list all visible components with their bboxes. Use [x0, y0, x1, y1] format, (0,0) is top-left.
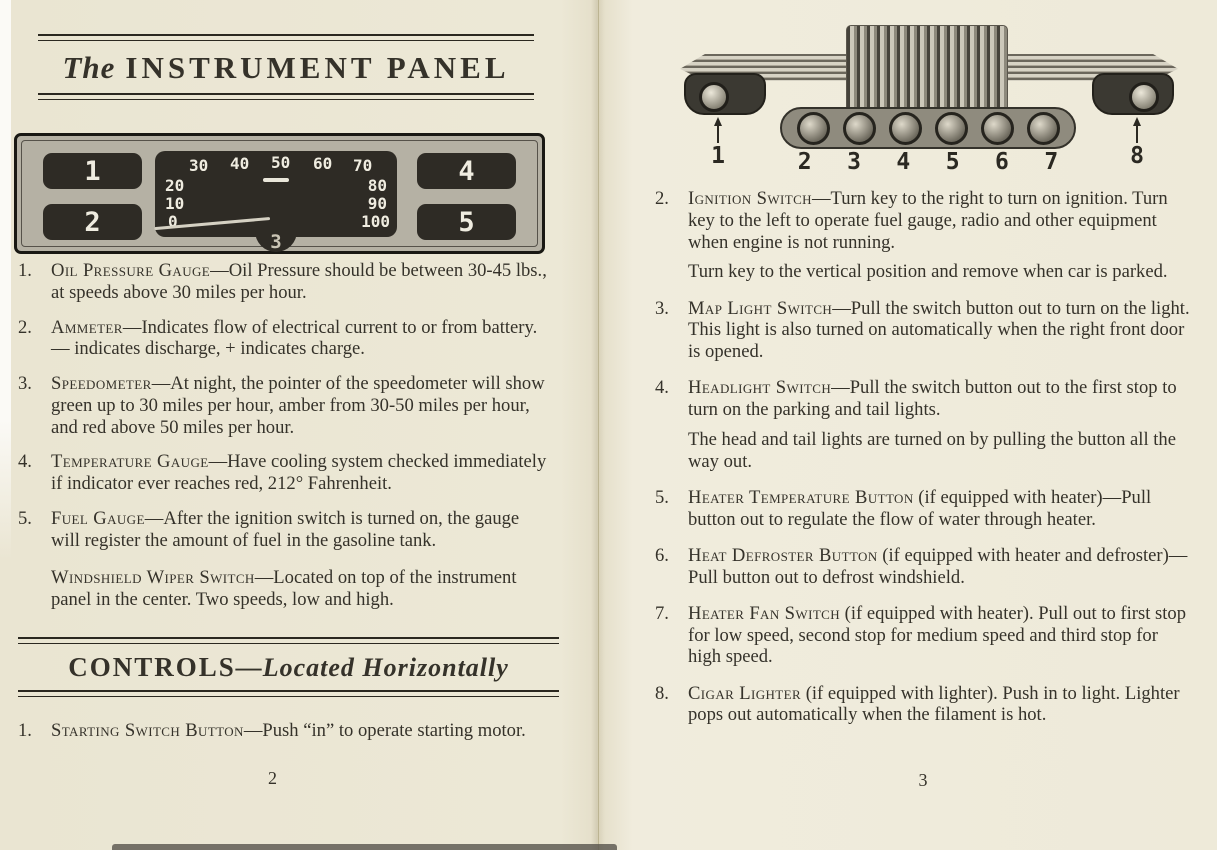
- item-description: —Pull the switch button out to the first stop to turn on the parking and tail lights.: [688, 377, 1177, 420]
- gauge-label-3: 3: [270, 231, 282, 253]
- item-term: Windshield Wiper Switch: [51, 567, 255, 589]
- speedo-tick-50: 50: [271, 153, 291, 172]
- double-rule: [38, 93, 534, 100]
- item-term: Speedometer: [51, 373, 152, 394]
- item-number: 8.: [655, 682, 669, 704]
- double-rule: [18, 637, 559, 644]
- list-item: [655, 298, 1191, 363]
- speedo-tick-90: 90: [367, 194, 387, 213]
- gauge-label-1: 1: [84, 155, 101, 187]
- cigar-lighter-knob: [1129, 82, 1159, 112]
- right-end-cap: [1092, 73, 1174, 115]
- item-extra: The head and tail lights are turned on by pulling the button all the way out.: [688, 428, 1176, 472]
- item-description: —Indicates flow of electrical current to or from battery. — indicates discharge, + indicates charge.: [51, 316, 538, 360]
- callout-label-7: 7: [1044, 149, 1059, 175]
- item-text: [688, 545, 1191, 589]
- item-number: 6.: [655, 544, 669, 566]
- list-item: [655, 188, 1191, 283]
- item-description: —Turn key to the right to turn on ignition. Turn key to the left to operate fuel gauge, radio and other equipment when engine is not running.: [688, 188, 1168, 253]
- item-number: 7.: [655, 602, 669, 624]
- list-item: [655, 603, 1191, 668]
- speedometer-hub: [255, 222, 297, 252]
- item-text: [51, 260, 547, 304]
- speedometer-illustration: [155, 151, 397, 253]
- item-text: [688, 683, 1191, 727]
- item-description: (if equipped with lighter). Push in to light. Lighter pops out automatically when the filament is hot.: [688, 682, 1180, 726]
- scan-edge: [0, 0, 11, 560]
- item-description: —Push “in” to operate starting motor.: [243, 720, 526, 741]
- item-term: Headlight Switch: [688, 377, 832, 399]
- list-item: [18, 373, 547, 438]
- control-knob: [1027, 112, 1060, 145]
- left-end-cap: [684, 73, 766, 115]
- item-term: Heat Defroster Button: [688, 544, 878, 566]
- item-description: —After the ignition switch is turned on, the gauge will register the amount of fuel in the gasoline tank.: [51, 507, 520, 551]
- item-term: Oil Pressure Gauge: [51, 260, 211, 281]
- title-block: [38, 34, 534, 100]
- speedo-tick-100: 100: [361, 212, 390, 231]
- item-text: [51, 720, 559, 742]
- list-item: [655, 377, 1191, 472]
- up-arrow-icon: [713, 117, 723, 143]
- control-button-bar: [780, 107, 1076, 149]
- gauge-label-5: 5: [458, 206, 475, 238]
- callout-label-6: 6: [995, 149, 1009, 175]
- controls-heading: [18, 644, 559, 690]
- up-arrow-icon: [1132, 117, 1142, 143]
- item-number: 1.: [18, 260, 32, 281]
- ammeter-gauge-box: [43, 204, 142, 240]
- title-rest: INSTRUMENT PANEL: [125, 50, 510, 85]
- control-knob: [889, 112, 922, 145]
- callout-label-4: 4: [896, 149, 911, 175]
- gauge-label-4: 4: [458, 155, 475, 187]
- item-text: [688, 487, 1191, 531]
- gauge-label-2: 2: [84, 206, 101, 238]
- item-text: [51, 317, 547, 361]
- page-number-right: 3: [918, 770, 928, 790]
- page-left: [0, 0, 600, 850]
- control-strip-illustration: [678, 20, 1180, 175]
- item-number: 1.: [18, 720, 32, 741]
- control-knob: [843, 112, 876, 145]
- callout-8: [1122, 117, 1152, 168]
- item-text: [51, 373, 547, 438]
- control-knob: [981, 112, 1014, 145]
- item-number: 5.: [18, 507, 32, 529]
- item-description: —At night, the pointer of the speedometer will show green up to 30 miles per hour, amber from 30-50 miles per hour, and red above 50 miles per hour.: [51, 373, 545, 438]
- callout-labels-row: [780, 151, 1076, 174]
- title-the: The: [62, 50, 116, 85]
- speedo-tick-0: 0: [168, 212, 178, 231]
- speedo-tick-20: 20: [165, 176, 185, 195]
- item-extra: Turn key to the vertical position and remove when car is parked.: [688, 261, 1168, 283]
- callout-label-2: 2: [797, 149, 812, 175]
- item-number: 5.: [655, 486, 669, 508]
- control-knob: [935, 112, 968, 145]
- speedo-tick-80: 80: [367, 176, 387, 195]
- item-term: Ammeter: [51, 316, 123, 338]
- list-item: [18, 260, 547, 304]
- item-text: [688, 298, 1191, 363]
- list-item: [655, 487, 1191, 531]
- page-edge-shadow: [112, 844, 617, 850]
- center-fold-line: [598, 0, 599, 850]
- item-number: 2.: [655, 188, 669, 209]
- callout-label-1: 1: [711, 143, 725, 169]
- item-term: Map Light Switch: [688, 297, 833, 319]
- speedo-tick-10: 10: [165, 194, 185, 213]
- starting-switch-knob: [699, 82, 729, 112]
- item-term: Heater Temperature Button: [688, 486, 914, 508]
- item-number: 3.: [655, 297, 669, 319]
- item-description: —Pull the switch button out to turn on the light. This light is also turned on automatically when the right front door is opened.: [688, 297, 1190, 362]
- item-term: Fuel Gauge: [51, 507, 145, 529]
- list-item: [18, 451, 547, 495]
- instrument-panel-illustration: [14, 133, 545, 254]
- item-text: [688, 377, 1191, 472]
- item-description: —Oil Pressure should be between 30-45 lbs., at speeds above 30 miles per hour.: [51, 260, 547, 303]
- controls-section: [18, 637, 559, 755]
- speedo-tick-30: 30: [189, 156, 209, 175]
- temperature-gauge-box: [417, 153, 516, 189]
- speedo-tick-40: 40: [230, 154, 250, 173]
- item-text: [688, 188, 1191, 283]
- page-right: [600, 0, 1217, 850]
- list-item: [18, 720, 559, 742]
- list-item: [655, 683, 1191, 727]
- item-term: Cigar Lighter: [688, 682, 802, 704]
- item-description: —Located on top of the instrument panel in the center. Two speeds, low and high.: [51, 567, 517, 610]
- page-number-left: 2: [268, 768, 277, 788]
- callout-label-3: 3: [847, 149, 861, 175]
- odometer-dash: [263, 178, 289, 182]
- page-title: [38, 41, 534, 93]
- controls-heading-sub: Located Horizontally: [262, 653, 509, 682]
- item-term: Starting Switch Button: [51, 720, 244, 741]
- controls-heading-dash: —: [235, 653, 263, 682]
- list-item: [18, 317, 547, 361]
- controls-heading-main: CONTROLS: [68, 652, 236, 682]
- speedo-tick-70: 70: [353, 156, 373, 175]
- speaker-grille: [846, 25, 1008, 115]
- item-description: (if equipped with heater)—Pull button out to regulate the flow of water through heater.: [688, 486, 1152, 530]
- double-rule: [18, 690, 559, 697]
- item-number: 2.: [18, 316, 32, 338]
- item-term: Temperature Gauge: [51, 451, 209, 473]
- item-text: [688, 603, 1191, 668]
- speedo-tick-60: 60: [313, 154, 333, 173]
- list-item: [18, 508, 547, 552]
- item-number: 4.: [655, 377, 669, 399]
- wiper-paragraph: [51, 567, 547, 611]
- item-description: (if equipped with heater). Pull out to first stop for low speed, second stop for medium speed and third stop for high speed.: [688, 602, 1187, 668]
- callout-label-5: 5: [945, 149, 960, 175]
- item-term: Heater Fan Switch: [688, 602, 841, 624]
- item-text: [51, 451, 547, 495]
- list-item: [655, 545, 1191, 589]
- item-description: (if equipped with heater and defroster)—Pull button out to defrost windshield.: [688, 544, 1188, 588]
- item-number: 4.: [18, 451, 32, 473]
- callout-1: [703, 117, 733, 168]
- item-text: [51, 508, 547, 552]
- controls-description-list: [655, 188, 1191, 741]
- control-knob: [797, 112, 830, 145]
- callout-label-8: 8: [1130, 143, 1144, 169]
- fuel-gauge-box: [417, 204, 516, 240]
- gauge-description-list: [18, 260, 547, 611]
- item-description: —Have cooling system checked immediately if indicator ever reaches red, 212° Fahrenheit.: [51, 451, 547, 494]
- double-rule: [38, 34, 534, 41]
- item-term: Ignition Switch: [688, 188, 812, 209]
- oil-pressure-gauge-box: [43, 153, 142, 189]
- item-number: 3.: [18, 373, 32, 394]
